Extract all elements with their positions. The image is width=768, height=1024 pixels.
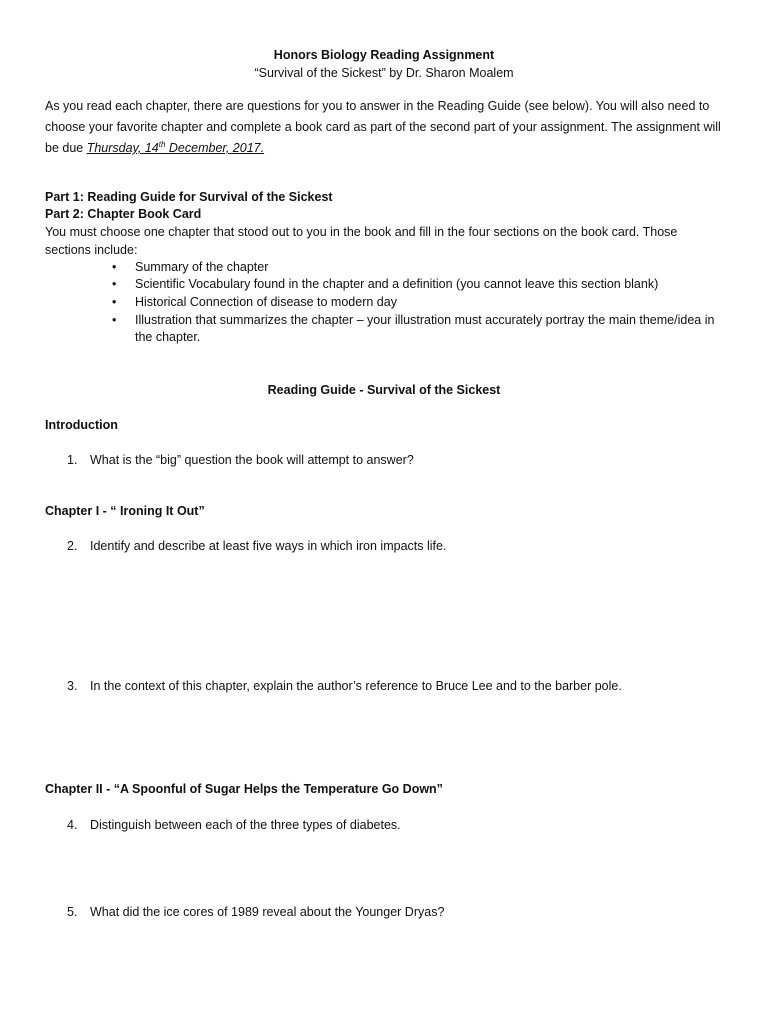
part1-heading: Part 1: Reading Guide for Survival of the Sickest xyxy=(45,190,333,204)
chapter2-heading: Chapter II - “A Spoonful of Sugar Helps the Temperature Go Down” xyxy=(45,782,443,796)
question-number: 1. xyxy=(67,453,78,467)
bullet-icon: • xyxy=(112,295,117,309)
due-date-day: Thursday, 14 xyxy=(86,141,159,155)
due-date xyxy=(87,141,264,155)
bullet-icon: • xyxy=(112,260,117,274)
bullet-icon: • xyxy=(112,277,117,291)
question-text: Identify and describe at least five ways in which iron impacts life. xyxy=(90,539,447,553)
question-text: What did the ice cores of 1989 reveal about the Younger Dryas? xyxy=(90,905,445,919)
question-number: 4. xyxy=(67,818,78,832)
question-text: Distinguish between each of the three types of diabetes. xyxy=(90,818,401,832)
part2-heading: Part 2: Chapter Book Card xyxy=(45,207,202,221)
bullet-icon: • xyxy=(112,313,117,327)
question-number: 5. xyxy=(67,905,78,919)
due-date-ordinal: th xyxy=(158,139,166,149)
question-text: In the context of this chapter, explain the author’s reference to Bruce Lee and to the barber pole. xyxy=(90,679,622,693)
bullet-item: Scientific Vocabulary found in the chapter and a definition (you cannot leave this section blank) xyxy=(135,277,659,291)
bullet-item: Historical Connection of disease to modern day xyxy=(135,295,397,309)
introduction-heading: Introduction xyxy=(45,418,118,432)
chapter1-heading: Chapter I - “ Ironing It Out” xyxy=(45,504,205,518)
question-number: 3. xyxy=(67,679,78,693)
part2-description: You must choose one chapter that stood out to you in the book and fill in the four sections on the book card. Those sections include: xyxy=(45,225,678,257)
bullet-item: Summary of the chapter xyxy=(135,260,269,274)
question-number: 2. xyxy=(67,539,78,553)
document-subtitle: “Survival of the Sickest” by Dr. Sharon Moalem xyxy=(254,66,514,80)
due-date-rest: December, 2017. xyxy=(165,141,265,155)
question-text: What is the “big” question the book will attempt to answer? xyxy=(90,453,414,467)
intro-paragraph xyxy=(45,96,725,159)
bullet-item: Illustration that summarizes the chapter – your illustration must accurately portray the main theme/idea in the chapter. xyxy=(135,313,715,344)
reading-guide-title: Reading Guide - Survival of the Sickest xyxy=(267,383,501,397)
document-title: Honors Biology Reading Assignment xyxy=(273,48,495,62)
intro-text: As you read each chapter, there are questions for you to answer in the Reading Guide (see below). You will also need to choose your favorite chapter and complete a book card as part of the second part of your assignment. The assignment will be due xyxy=(45,99,721,155)
